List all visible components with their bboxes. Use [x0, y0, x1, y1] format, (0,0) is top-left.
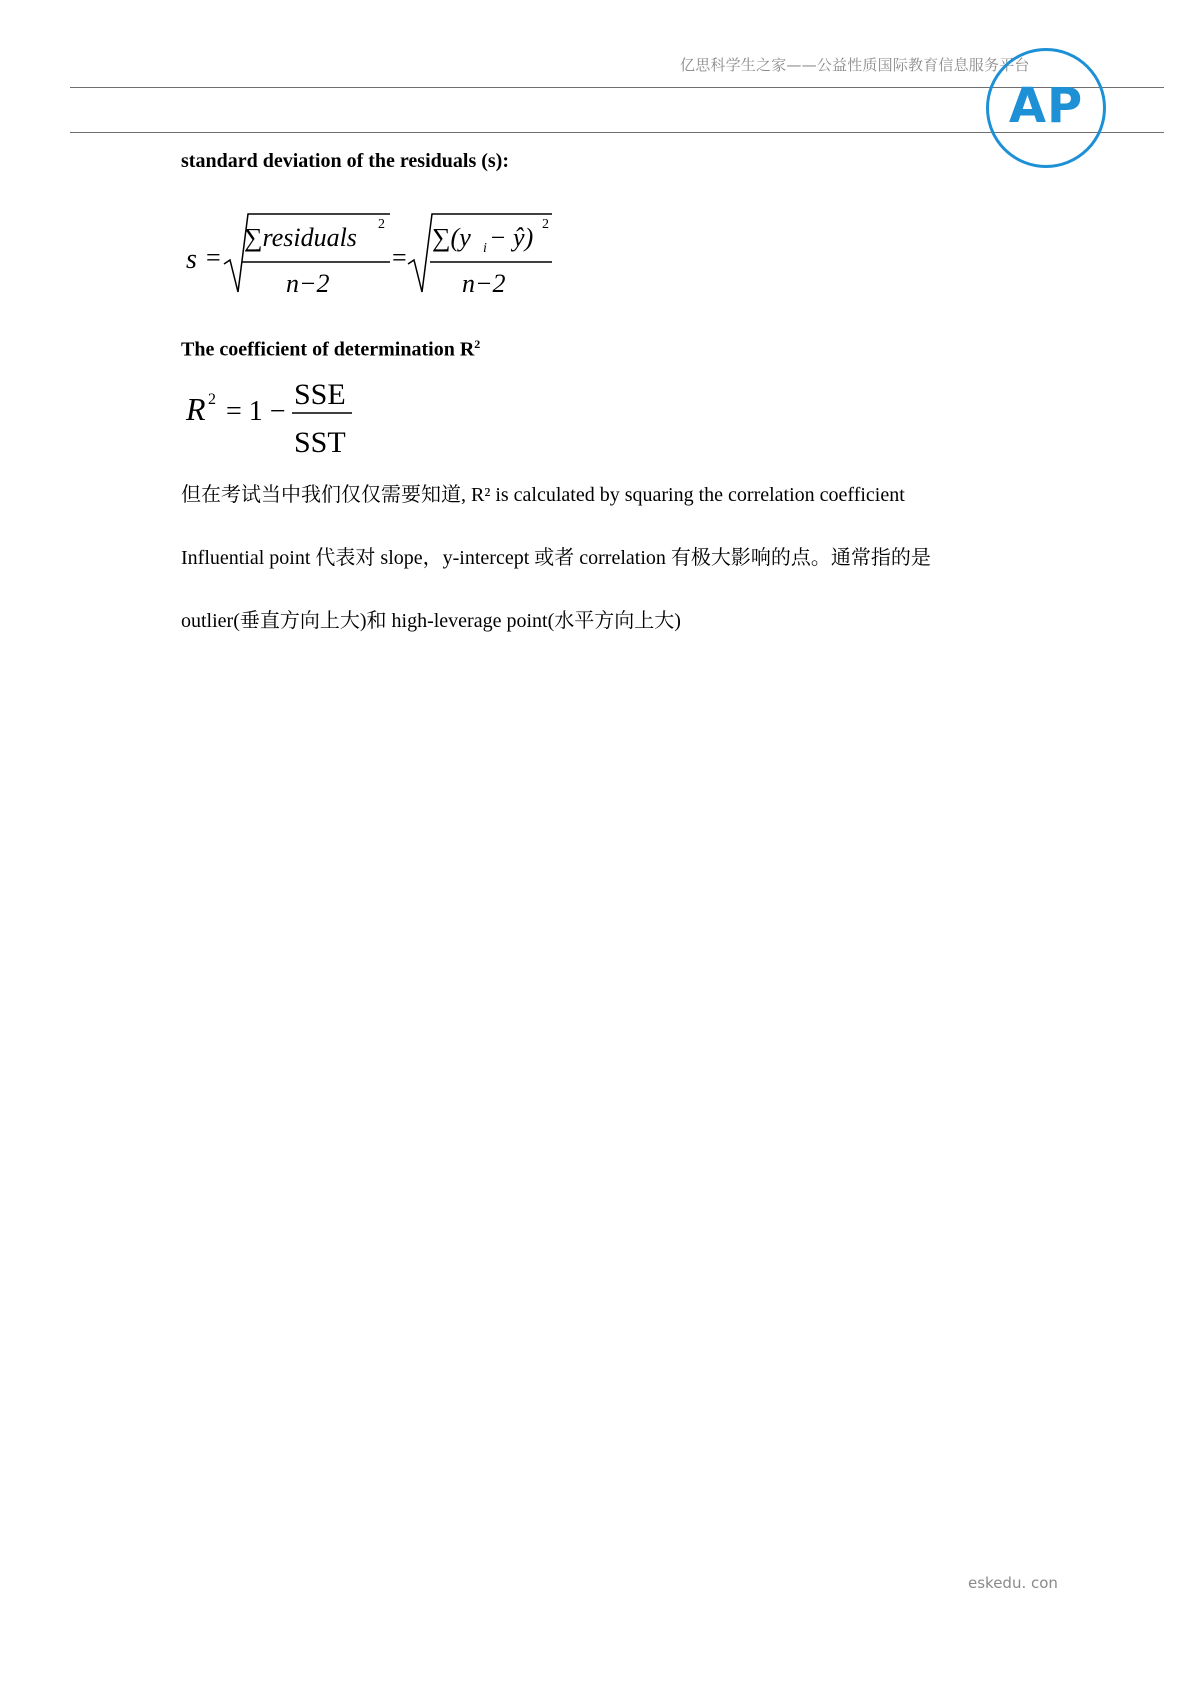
footer-site: eskedu. con [968, 1574, 1058, 1592]
svg-text:2: 2 [378, 217, 385, 232]
ap-logo [986, 48, 1106, 168]
formula-sum-residuals: ∑residuals [244, 223, 357, 252]
r-squared-heading: The coefficient of determination $R^2$ [181, 337, 481, 361]
r-squared-formula [180, 368, 380, 464]
paragraph-influential-point: Influential point 代表对 slope，y-intercept 或者 correlation 有极大影响的点。通常指的是 [181, 547, 931, 569]
formula-one-minus: = 1 − [226, 396, 286, 427]
formula-denominator-2: n−2 [462, 269, 506, 298]
svg-text:=: = [206, 243, 221, 272]
formula-sst: SST [294, 426, 346, 459]
header-site-text: 亿思科学生之家——公益性质国际教育信息服务平台 [680, 56, 1030, 74]
residual-sd-formula [180, 206, 580, 302]
paragraph-outlier-leverage: outlier(垂直方向上大)和 high-leverage point(水平方向上大) [181, 610, 681, 632]
formula-denominator-1: n−2 [286, 269, 330, 298]
residual-sd-heading: standard deviation of the residuals (s): [181, 150, 509, 172]
formula-sse: SSE [294, 378, 346, 411]
paragraph-r-squared-note: 但在考试当中我们仅仅需要知道, R² is calculated by squaring the correlation coefficient [181, 484, 905, 506]
ap-logo-text: AP [1008, 78, 1084, 134]
svg-text:2: 2 [542, 217, 549, 232]
formula-sum-y: ∑(y [432, 223, 471, 252]
formula-r: R [186, 391, 206, 427]
svg-text:2: 2 [208, 391, 216, 408]
svg-text:i: i [483, 241, 487, 256]
formula-s: s [186, 244, 197, 275]
svg-text:− ŷ): − ŷ) [489, 223, 534, 252]
svg-text:=: = [392, 243, 407, 272]
